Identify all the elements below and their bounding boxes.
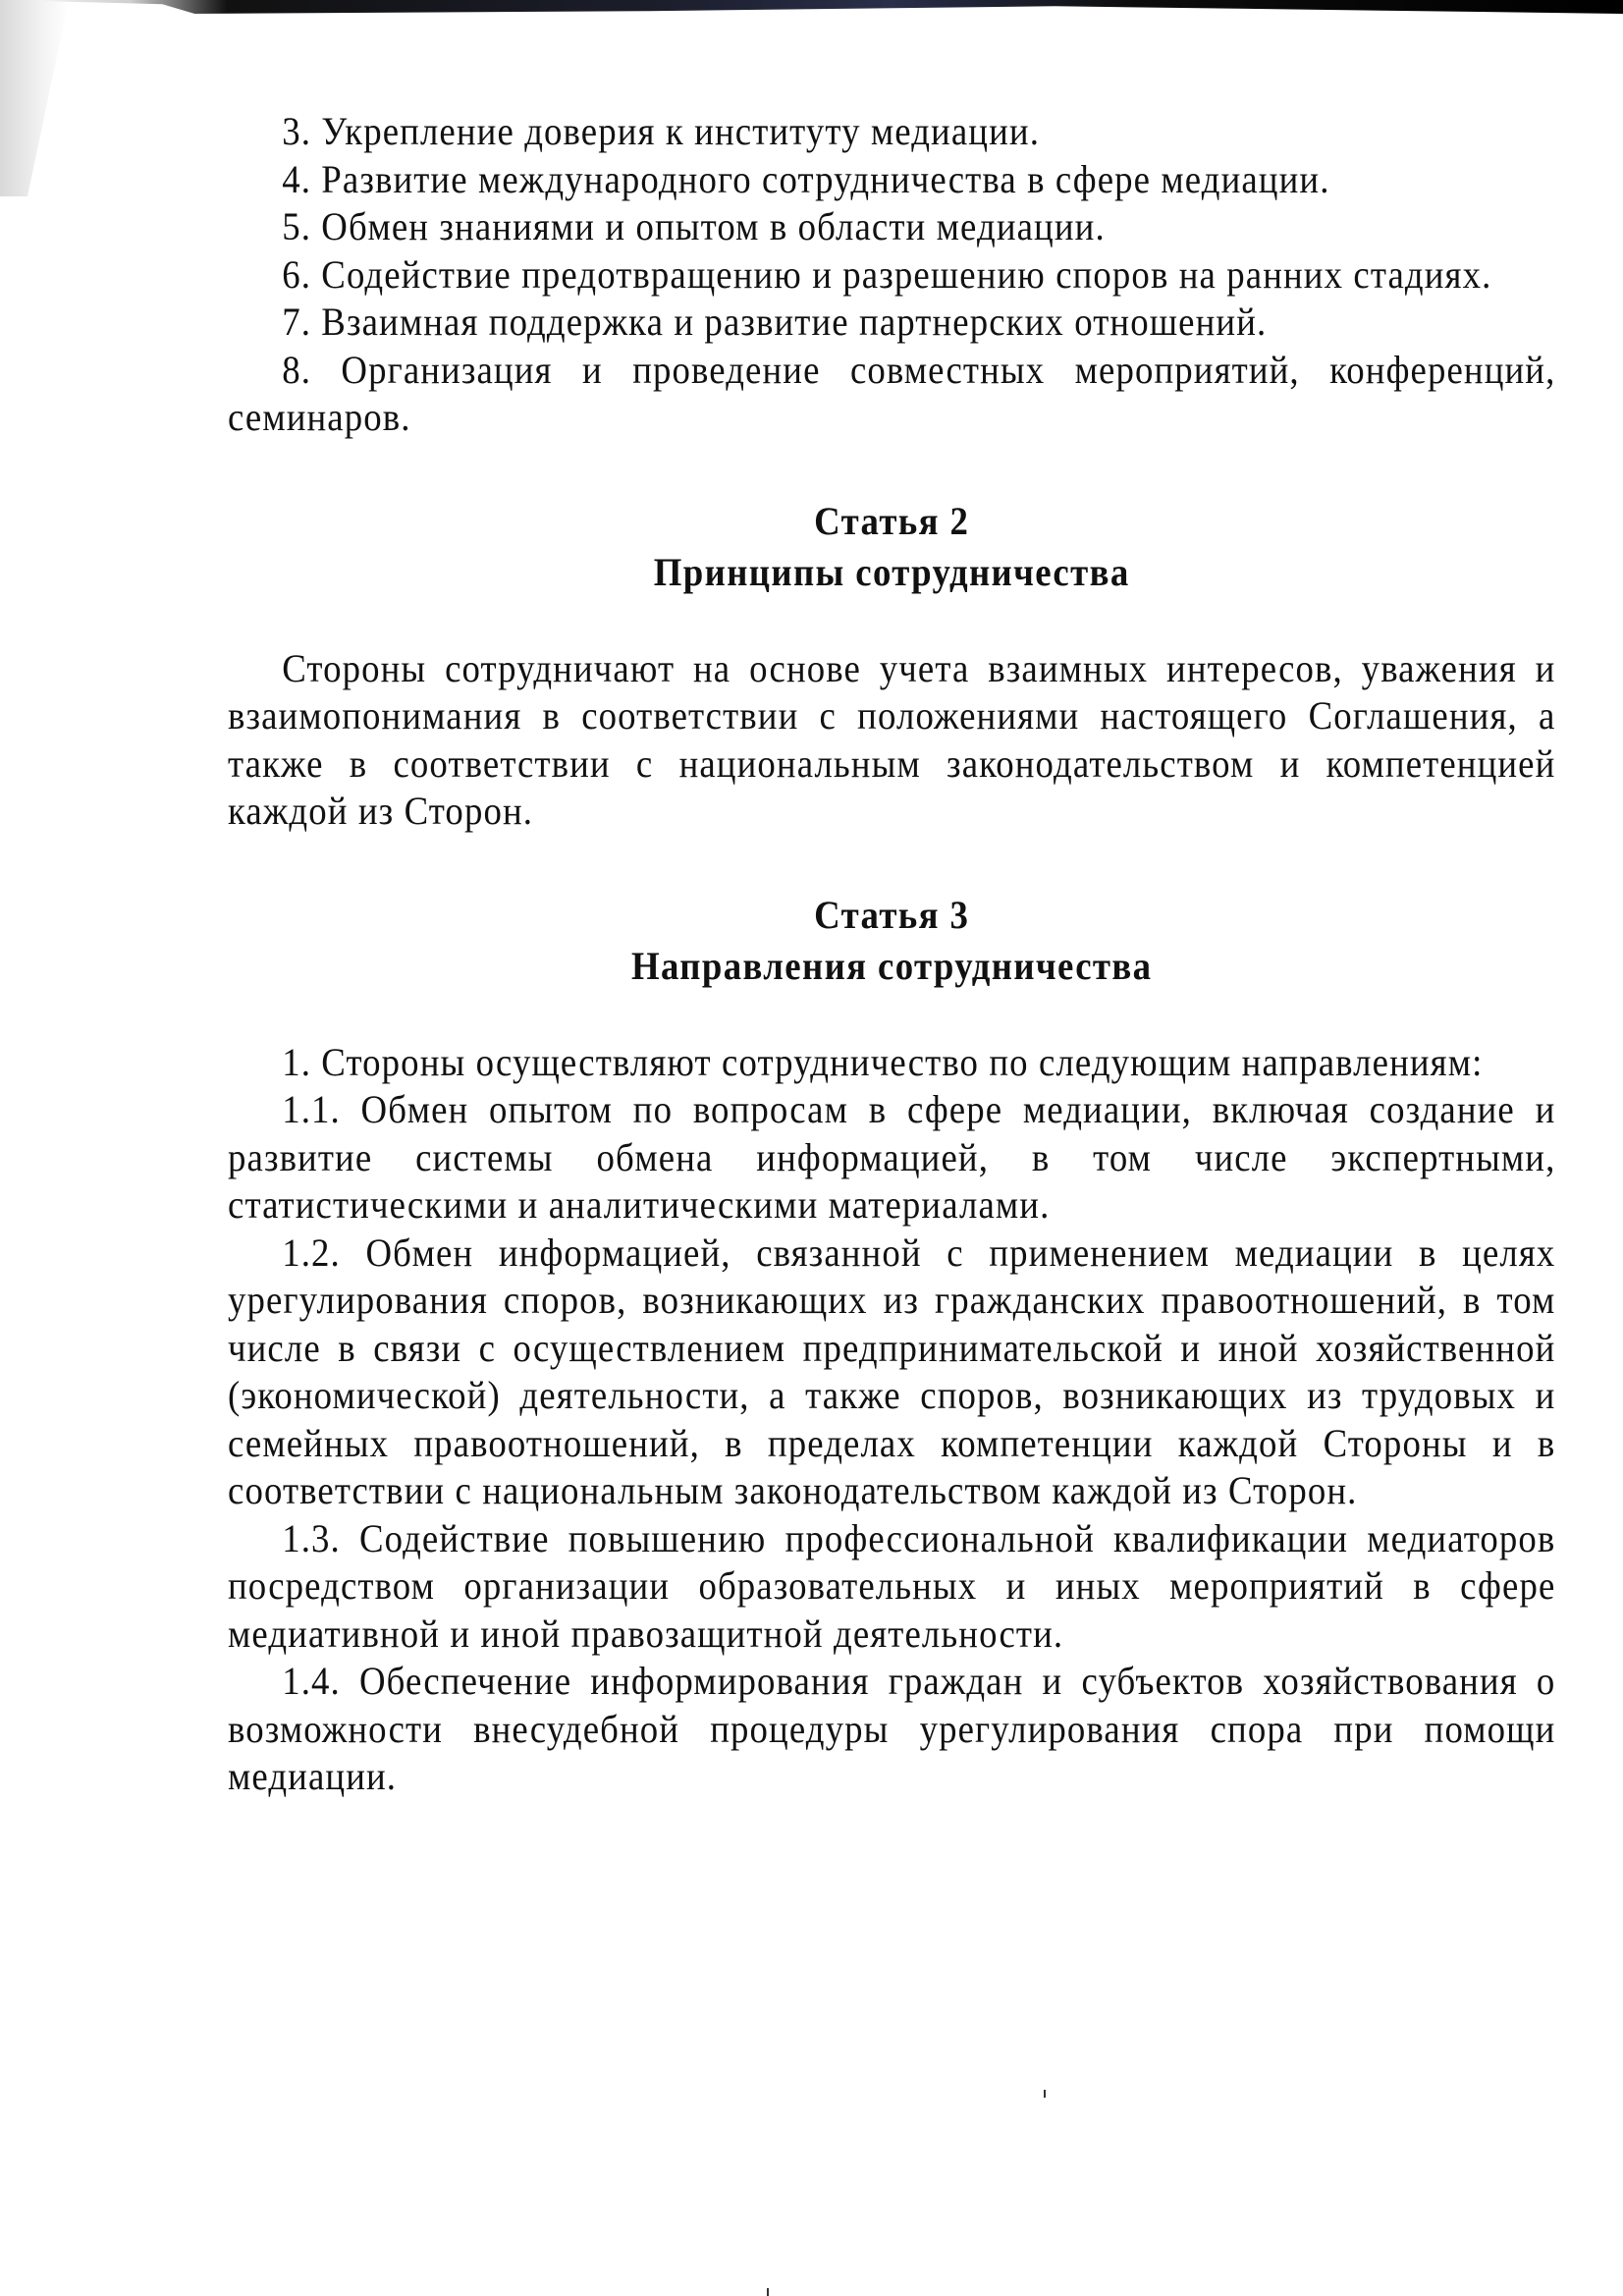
scan-page-curl	[0, 0, 69, 196]
article-2-number: Статья 2	[814, 498, 970, 543]
goal-item-6: 6. Содействие предотвращению и разрешению споров на ранних стадиях.	[282, 251, 1492, 297]
scan-edge-shadow	[0, 0, 1623, 14]
goal-item-3: 3. Укрепление доверия к институту медиации.	[282, 109, 1040, 153]
article-3-paragraph-1-1: 1.1. Обмен опытом по вопросам в сфере медиации, включая создание и развитие системы обмена информацией, в том числе экспертными, статистическими и аналитическими материалами.	[228, 1087, 1556, 1227]
article-3-number: Статья 3	[814, 892, 970, 937]
goal-item-8: 8. Организация и проведение совместных мероприятий, конференций, семинаров.	[228, 347, 1556, 439]
article-3-title: Направления сотрудничества	[630, 943, 1153, 988]
article-2-body: Стороны сотрудничают на основе учета взаимных интересов, уважения и взаимопонимания в соответствии с положениями настоящего Соглашения, а также в соответствии с национальным законодательством и компетенцией каждой из Сторон.	[228, 645, 1556, 833]
scan-speck	[767, 2288, 769, 2296]
goal-item-4: 4. Развитие международного сотрудничества в сфере медиации.	[282, 156, 1330, 201]
scan-speck	[1044, 2090, 1046, 2098]
article-2-title: Принципы сотрудничества	[653, 549, 1130, 594]
article-3-paragraph-1-4: 1.4. Обеспечение информирования граждан и субъектов хозяйствования о возможности внесудебной процедуры урегулирования спора при помощи медиации.	[228, 1659, 1556, 1798]
goal-item-7: 7. Взаимная поддержка и развитие партнерских отношений.	[282, 300, 1268, 344]
article-3-paragraph-1: 1. Стороны осуществляют сотрудничество по следующим направлениям:	[282, 1039, 1484, 1084]
goal-item-5: 5. Обмен знаниями и опытом в области медиации.	[282, 204, 1106, 248]
article-3-paragraph-1-2: 1.2. Обмен информацией, связанной с применением медиации в целях урегулирования споров, возникающих из гражданских правоотношений, в том числе в связи с осуществлением предпринимательской и иной хозяйственной (экономической) деятельности, а также споров, возникающих из трудовых и семейных правоотношений, в пределах компетенции каждой Стороны и в соответствии с национальным законодательством каждой из Сторон.	[228, 1230, 1556, 1512]
article-3-paragraph-1-3: 1.3. Содействие повышению профессиональной квалификации медиаторов посредством организации образовательных и иных мероприятий в сфере медиативной и иной правозащитной деятельности.	[228, 1515, 1556, 1656]
document-page	[228, 108, 1556, 1801]
